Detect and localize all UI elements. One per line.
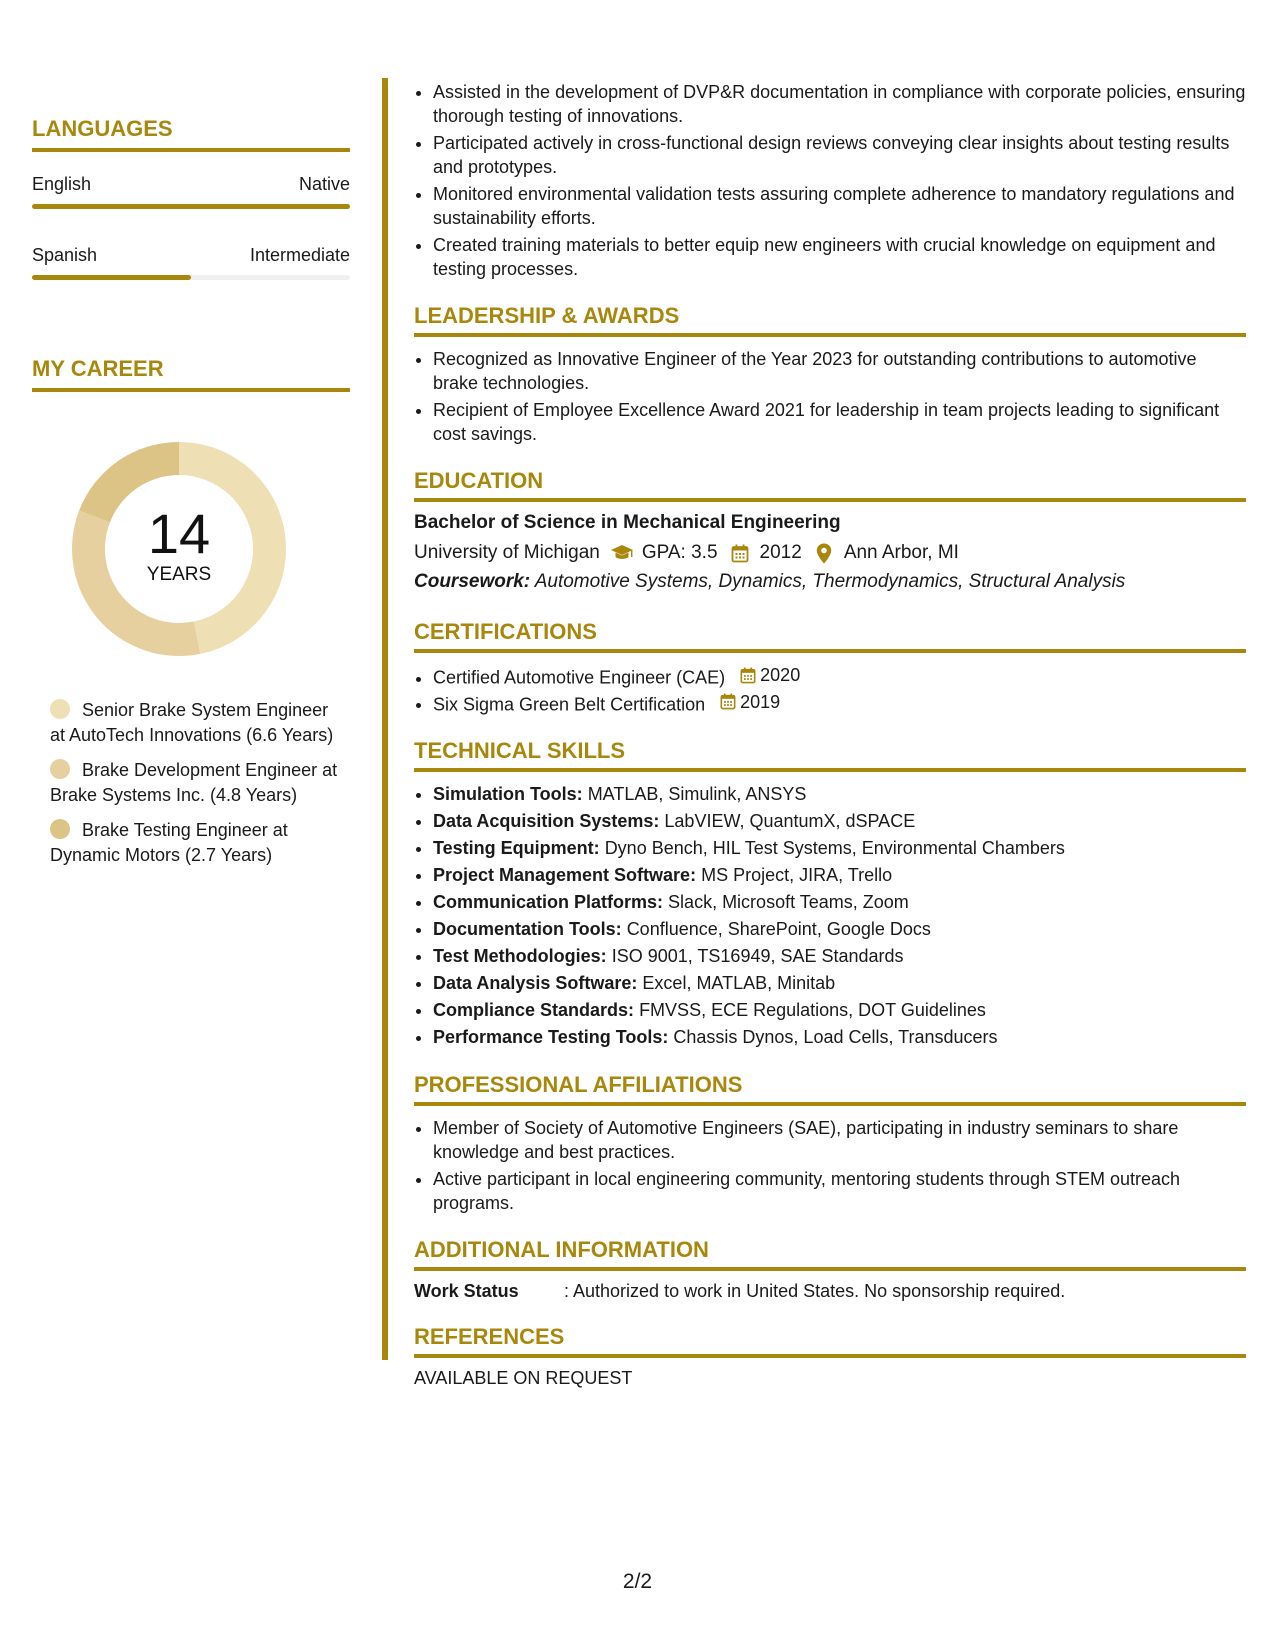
skill-label: Data Acquisition Systems: (433, 811, 660, 831)
skill-value: Chassis Dynos, Load Cells, Transducers (673, 1027, 998, 1047)
language-proficiency-fill (32, 204, 350, 209)
sidebar (32, 116, 350, 878)
certifications-list (414, 663, 1246, 716)
career-legend-label: Senior Brake System Engineer at AutoTech Innovations (6.6 Years) (50, 700, 334, 745)
language-proficiency-bar (32, 204, 350, 209)
skill-label: Simulation Tools: (433, 784, 583, 804)
legend-dot-icon (50, 759, 70, 779)
career-total-unit: YEARS (146, 564, 212, 585)
skill-value: Confluence, SharePoint, Google Docs (626, 919, 931, 939)
experience-bullet: • Assisted in the development of DVP&R documentation in compliance with corporate policies, ensuring thorough testing of innovations. (433, 80, 1246, 128)
skill-value: FMVSS, ECE Regulations, DOT Guidelines (639, 1000, 986, 1020)
skill-item (433, 917, 1246, 942)
skill-label: Performance Testing Tools: (433, 1027, 669, 1047)
skill-label: Test Methodologies: (433, 946, 607, 966)
additional-info-title: ADDITIONAL INFORMATION (414, 1237, 1246, 1271)
skill-value: MS Project, JIRA, Trello (701, 865, 893, 885)
skill-item (433, 998, 1246, 1023)
leadership-item: • Recipient of Employee Excellence Award 2021 for leadership in team projects leading to significant cost savings. (433, 398, 1246, 446)
language-level: Native (298, 174, 350, 194)
skills-list (414, 782, 1246, 1050)
references-title: REFERENCES (414, 1324, 1246, 1358)
career-legend-label: Brake Testing Engineer at Dynamic Motors (2.7 Years) (50, 820, 288, 865)
calendar-icon (740, 667, 756, 684)
affiliation-item: • Active participant in local engineering community, mentoring students through STEM outreach programs. (433, 1167, 1246, 1215)
skill-item (433, 944, 1246, 969)
skill-value: LabVIEW, QuantumX, dSPACE (664, 811, 916, 831)
education-degree: Bachelor of Science in Mechanical Engineering (414, 512, 841, 533)
skill-value: Dyno Bench, HIL Test Systems, Environmental Chambers (604, 838, 1065, 858)
column-divider (382, 78, 388, 1360)
education-school: University of Michigan (414, 542, 600, 563)
certification-year: 2019 (740, 691, 781, 712)
language-name: English (32, 174, 92, 194)
language-name: Spanish (32, 245, 98, 265)
work-status-row (414, 1281, 1246, 1302)
education-location: Ann Arbor, MI (843, 542, 959, 563)
skill-item (433, 971, 1246, 996)
leadership-title: LEADERSHIP & AWARDS (414, 303, 1246, 337)
leadership-item: • Recognized as Innovative Engineer of the Year 2023 for outstanding contributions to automotive brake technologies. (433, 347, 1246, 395)
language-entry (32, 174, 350, 209)
skill-label: Testing Equipment: (433, 838, 600, 858)
skill-item (433, 890, 1246, 915)
career-legend-label: Brake Development Engineer at Brake Systems Inc. (4.8 Years) (50, 760, 338, 805)
education-title: EDUCATION (414, 468, 1246, 502)
education-gpa: GPA: 3.5 (641, 542, 718, 563)
location-pin-icon (812, 542, 836, 564)
certification-year: 2020 (760, 665, 801, 685)
experience-bullet: • Created training materials to better equip new engineers with crucial knowledge on equipment and testing processes. (433, 233, 1246, 281)
work-status-value: : Authorized to work in United States. No sponsorship required. (564, 1281, 1066, 1301)
career-legend-item (50, 698, 340, 747)
career-legend-item (50, 758, 340, 807)
language-entry (32, 245, 350, 280)
education-year: 2012 (759, 542, 802, 563)
career-legend (50, 698, 340, 867)
skill-item (433, 863, 1246, 888)
experience-bullet: • Participated actively in cross-functional design reviews conveying clear insights about testing results and prototypes. (433, 131, 1246, 179)
skill-label: Data Analysis Software: (433, 973, 638, 993)
coursework-label: Coursework: (414, 571, 531, 592)
career-legend-item (50, 818, 340, 867)
affiliations-list (414, 1116, 1246, 1215)
certification-item (433, 663, 1246, 690)
career-donut-chart (64, 434, 294, 664)
language-proficiency-bar (32, 275, 350, 280)
calendar-icon (728, 542, 752, 564)
certification-item (433, 690, 1246, 717)
coursework-list: Automotive Systems, Dynamics, Thermodynamics, Structural Analysis (534, 571, 1126, 592)
career-total-number: 14 (147, 502, 211, 565)
skill-value: Slack, Microsoft Teams, Zoom (668, 892, 909, 912)
career-title: MY CAREER (32, 356, 350, 392)
skill-label: Documentation Tools: (433, 919, 622, 939)
skill-label: Compliance Standards: (433, 1000, 635, 1020)
education-coursework (414, 571, 1246, 593)
certification-name: Certified Automotive Engineer (CAE) (433, 667, 726, 688)
references-text: AVAILABLE ON REQUEST (414, 1368, 633, 1388)
skills-title: TECHNICAL SKILLS (414, 738, 1246, 772)
calendar-icon (720, 693, 736, 710)
page-number: 2/2 (622, 1570, 653, 1593)
skill-item (433, 1025, 1246, 1050)
skill-item (433, 836, 1246, 861)
education-entry (414, 512, 1246, 593)
skill-item (433, 809, 1246, 834)
experience-bullets (414, 80, 1246, 281)
affiliations-title: PROFESSIONAL AFFILIATIONS (414, 1072, 1246, 1106)
main-column (414, 80, 1246, 1389)
languages-title: LANGUAGES (32, 116, 350, 152)
career-total (64, 434, 294, 664)
legend-dot-icon (50, 699, 70, 719)
language-proficiency-fill (32, 275, 191, 280)
language-level: Intermediate (249, 245, 350, 265)
legend-dot-icon (50, 819, 70, 839)
skill-label: Project Management Software: (433, 865, 697, 885)
work-status-label: Work Status (414, 1281, 519, 1301)
certification-name: Six Sigma Green Belt Certification (433, 694, 706, 714)
skill-value: MATLAB, Simulink, ANSYS (587, 784, 807, 804)
leadership-list (414, 347, 1246, 446)
affiliation-item: • Member of Society of Automotive Engineers (SAE), participating in industry seminars to share knowledge and best practices. (433, 1116, 1246, 1164)
graduation-cap-icon (610, 542, 634, 564)
certifications-title: CERTIFICATIONS (414, 619, 1246, 653)
experience-bullet: • Monitored environmental validation tests assuring complete adherence to mandatory regulations and sustainability efforts. (433, 182, 1246, 230)
skill-item (433, 782, 1246, 807)
skill-label: Communication Platforms: (433, 892, 664, 912)
skill-value: Excel, MATLAB, Minitab (642, 973, 836, 993)
skill-value: ISO 9001, TS16949, SAE Standards (611, 946, 904, 966)
